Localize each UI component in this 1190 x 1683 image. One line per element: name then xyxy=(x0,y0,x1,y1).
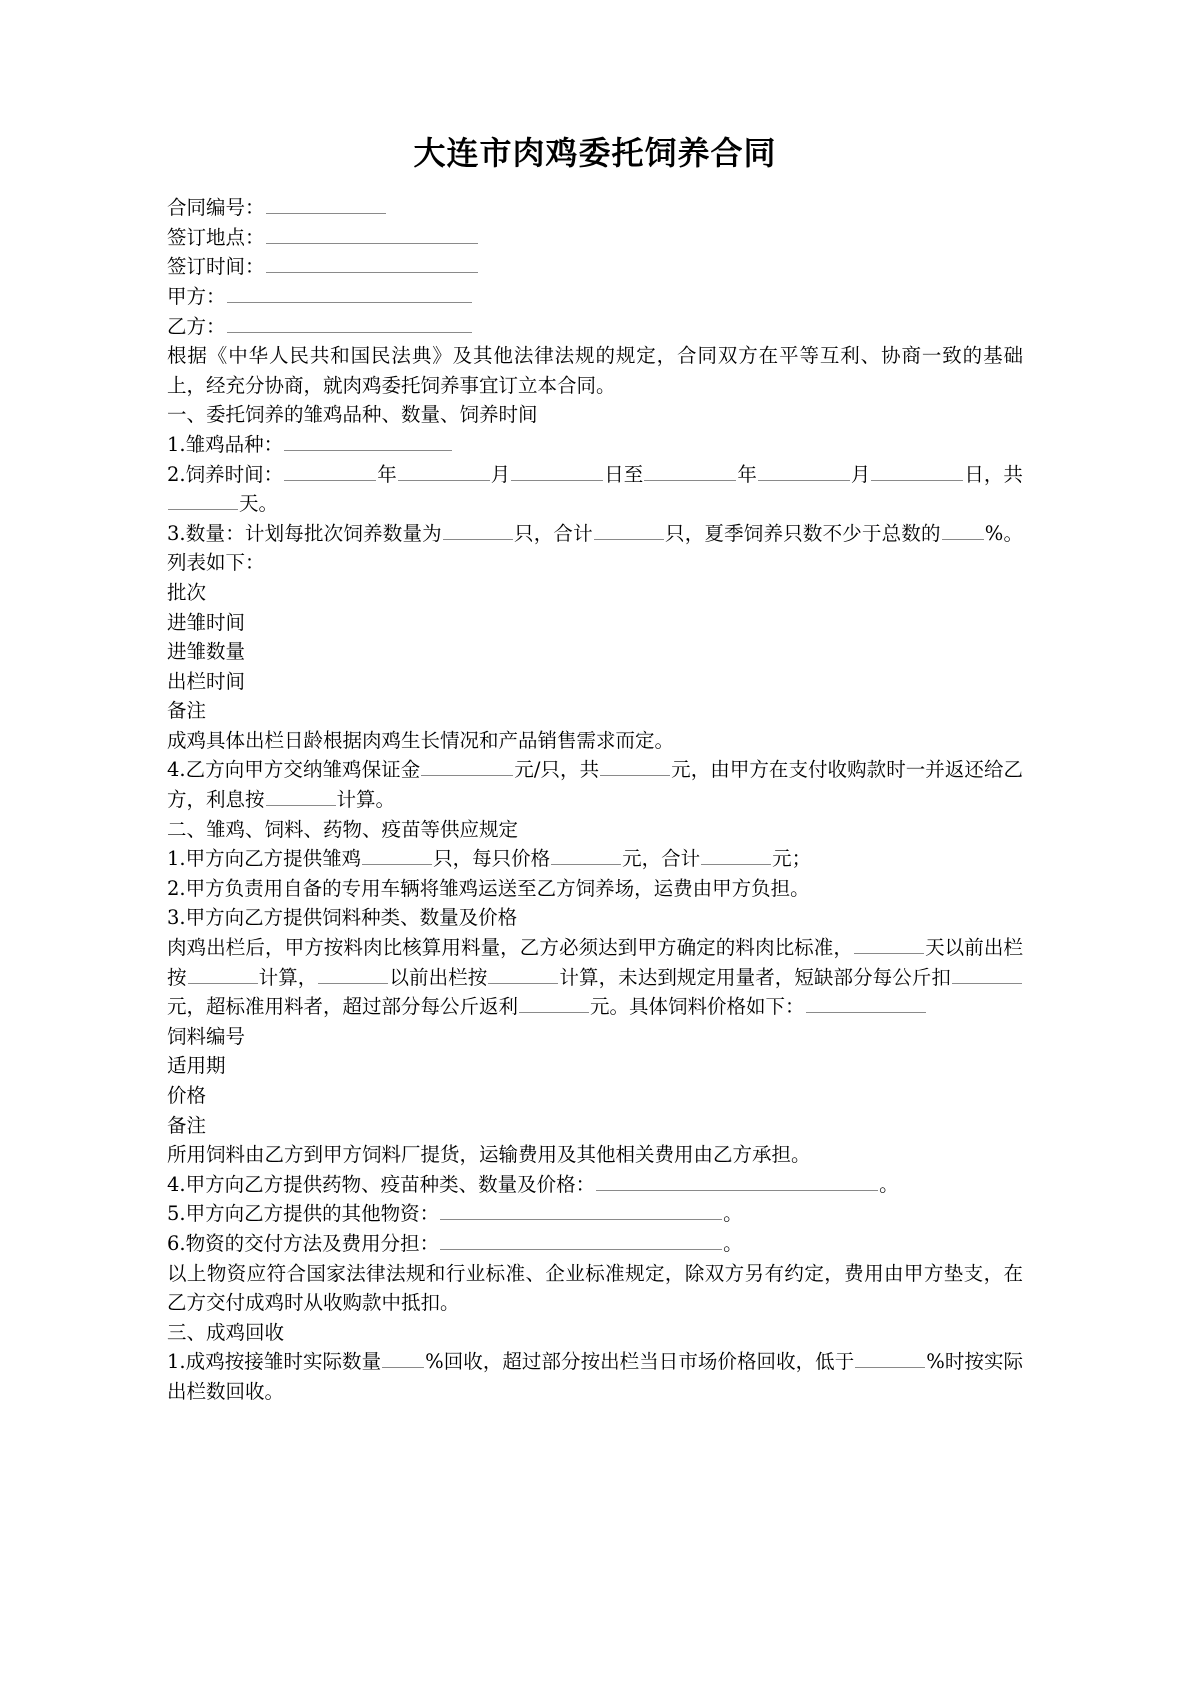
chick-breed-input[interactable] xyxy=(284,431,452,451)
batch-table-header-intake-time: 进雏时间 xyxy=(167,610,246,634)
feed-ratio-label-4: 以前出栏按 xyxy=(389,965,488,989)
feeding-period-label: 2.饲养时间： xyxy=(167,462,284,486)
field-label: 签订时间： xyxy=(167,255,265,279)
preamble-paragraph: 根据《中华人民共和国民法典》及其他法律法规的规定，合同双方在平等互利、协商一致的基础上，经充分协商，就肉鸡委托饲养事宜订立本合同。 xyxy=(167,344,1023,397)
section-one-heading: 一、委托饲养的雏鸡品种、数量、饲养时间 xyxy=(167,403,538,427)
deposit-total-input[interactable] xyxy=(600,757,670,777)
delivery-method-row xyxy=(167,1229,1023,1259)
medicine-supply-row xyxy=(167,1170,1023,1200)
feed-ratio-label-1: 肉鸡出栏后，甲方按料肉比核算用料量，乙方必须达到甲方确定的料肉比标准， xyxy=(167,936,853,960)
summer-percent-input[interactable] xyxy=(942,520,984,540)
other-materials-label: 5.甲方向乙方提供的其他物资： xyxy=(167,1202,440,1226)
unit-month: 月 xyxy=(490,462,511,486)
quantity-label-4: %。列表如下： xyxy=(167,521,1023,575)
feed-ratio-label-6: 元，超标准用料者，超过部分每公斤返利 xyxy=(167,995,519,1019)
chick-total-price-input[interactable] xyxy=(701,846,771,866)
deposit-label-2: 元/只，共 xyxy=(514,758,600,782)
start-day-input[interactable] xyxy=(511,461,603,481)
batch-table-header-batch: 批次 xyxy=(167,580,207,604)
unit-year-end: 年 xyxy=(737,462,757,486)
field-signing-time xyxy=(167,252,1023,282)
feed-deduct-input[interactable] xyxy=(952,964,1022,984)
recovery-label-3: %时按实际出栏数回收。 xyxy=(167,1350,1024,1403)
feed-ratio-calc2-input[interactable] xyxy=(488,964,558,984)
period-mark: 。 xyxy=(723,1202,743,1226)
start-year-input[interactable] xyxy=(284,461,376,481)
chick-supply-label-1: 1.甲方向乙方提供雏鸡 xyxy=(167,847,362,871)
batch-table-header-intake-quantity: 进雏数量 xyxy=(167,640,246,664)
feed-price-input[interactable] xyxy=(806,994,926,1014)
feed-rebate-input[interactable] xyxy=(519,994,589,1014)
chick-breed-label: 1.雏鸡品种： xyxy=(167,432,284,456)
delivery-method-label: 6.物资的交付方法及费用分担： xyxy=(167,1231,440,1255)
contract-number-input[interactable] xyxy=(266,195,386,215)
chick-supply-count-input[interactable] xyxy=(362,846,432,866)
feed-table-header-remark: 备注 xyxy=(167,1113,207,1137)
feed-ratio-label-3: 计算， xyxy=(258,965,318,989)
unit-month-end: 月 xyxy=(850,462,871,486)
quantity-label-2: 只，合计 xyxy=(513,521,593,545)
unit-days: 天。 xyxy=(239,492,279,516)
chick-breed-row xyxy=(167,430,1023,460)
medicine-supply-label: 4.甲方向乙方提供药物、疫苗种类、数量及价格： xyxy=(167,1172,596,1196)
signing-time-input[interactable] xyxy=(266,254,478,274)
quantity-label-1: 3.数量：计划每批次饲养数量为 xyxy=(167,521,442,545)
end-month-input[interactable] xyxy=(758,461,850,481)
field-label: 乙方： xyxy=(167,314,226,338)
delivery-method-input[interactable] xyxy=(440,1230,722,1250)
period-mark: 。 xyxy=(879,1172,899,1196)
materials-standard-clause: 以上物资应符合国家法律法规和行业标准、企业标准规定，除双方另有约定，费用由甲方垫支，在乙方交付成鸡时从收购款中抵扣。 xyxy=(167,1261,1023,1315)
other-materials-row xyxy=(167,1199,1023,1229)
unit-year: 年 xyxy=(377,462,397,486)
total-quantity-input[interactable] xyxy=(594,520,664,540)
recovery-label-2: %回收，超过部分按出栏当日市场价格回收，低于 xyxy=(425,1350,855,1374)
feed-pickup-note: 所用饲料由乙方到甲方饲料厂提货，运输费用及其他相关费用由乙方承担。 xyxy=(167,1143,811,1167)
unit-day-total: 日，共 xyxy=(964,462,1023,486)
signing-place-input[interactable] xyxy=(266,224,478,244)
deposit-row xyxy=(167,755,1023,814)
other-materials-input[interactable] xyxy=(440,1201,722,1221)
party-a-input[interactable] xyxy=(227,283,472,303)
per-batch-quantity-input[interactable] xyxy=(443,520,513,540)
deposit-label-1: 4.乙方向甲方交纳雏鸡保证金 xyxy=(167,758,421,782)
document-body xyxy=(167,132,1023,1407)
chick-supply-label-2: 只，每只价格 xyxy=(433,847,551,871)
end-year-input[interactable] xyxy=(644,461,736,481)
field-party-b xyxy=(167,312,1023,342)
field-signing-place xyxy=(167,223,1023,253)
feed-supply-heading: 3.甲方向乙方提供饲料种类、数量及价格 xyxy=(167,906,518,930)
feed-ratio-days2-input[interactable] xyxy=(318,964,388,984)
feed-ratio-label-7: 元。具体饲料价格如下： xyxy=(590,995,805,1019)
period-mark: 。 xyxy=(723,1231,743,1255)
feed-table-header-price: 价格 xyxy=(167,1084,207,1107)
start-month-input[interactable] xyxy=(398,461,490,481)
recovery-row xyxy=(167,1347,1023,1406)
medicine-supply-input[interactable] xyxy=(596,1171,878,1191)
field-party-a xyxy=(167,282,1023,312)
field-label: 甲方： xyxy=(167,284,226,308)
chick-supply-row xyxy=(167,844,1023,874)
section-two-heading: 二、雏鸡、饲料、药物、疫苗等供应规定 xyxy=(167,817,519,841)
field-contract-number xyxy=(167,193,1023,223)
section-three-heading: 三、成鸡回收 xyxy=(167,1320,285,1344)
recovery-percent-input[interactable] xyxy=(382,1349,424,1369)
feed-ratio-days-input[interactable] xyxy=(854,935,924,955)
recovery-label-1: 1.成鸡按接雏时实际数量 xyxy=(167,1350,382,1374)
unit-day-to: 日至 xyxy=(604,462,644,486)
party-b-input[interactable] xyxy=(227,313,472,333)
feed-table-header-period: 适用期 xyxy=(167,1054,226,1078)
deposit-interest-input[interactable] xyxy=(266,787,336,807)
deposit-per-chick-input[interactable] xyxy=(421,757,513,777)
chick-unit-price-input[interactable] xyxy=(551,846,621,866)
feed-ratio-calc1-input[interactable] xyxy=(188,964,258,984)
feed-ratio-label-2: 天以前出栏按 xyxy=(167,936,1023,989)
batch-table-header-outgoing-time: 出栏时间 xyxy=(167,669,246,693)
end-day-input[interactable] xyxy=(871,461,963,481)
feed-ratio-paragraph xyxy=(167,933,1023,1022)
feed-table-header-number: 饲料编号 xyxy=(167,1024,246,1048)
feed-ratio-label-5: 计算，未达到规定用量者，短缺部分每公斤扣 xyxy=(559,965,951,989)
page-title: 大连市肉鸡委托饲养合同 xyxy=(413,134,777,172)
quantity-row xyxy=(167,519,1023,578)
chick-supply-label-3: 元，合计 xyxy=(622,847,701,871)
transport-clause: 2.甲方负责用自备的专用车辆将雏鸡运送至乙方饲养场，运费由甲方负担。 xyxy=(167,876,810,900)
field-label: 合同编号： xyxy=(167,196,265,220)
batch-table-note: 成鸡具体出栏日龄根据肉鸡生长情况和产品销售需求而定。 xyxy=(167,728,675,752)
total-days-input[interactable] xyxy=(168,491,238,511)
chick-supply-label-4: 元； xyxy=(772,847,812,871)
feeding-period-row xyxy=(167,460,1023,519)
deposit-label-3: 元，由甲方在支付收购款时一并返还给乙方，利息按 xyxy=(167,758,1023,812)
field-label: 签订地点： xyxy=(167,225,265,249)
quantity-label-3: 只，夏季饲养只数不少于总数的 xyxy=(664,521,941,545)
deposit-label-4: 计算。 xyxy=(336,788,396,812)
batch-table-header-remark: 备注 xyxy=(167,699,207,723)
recovery-min-percent-input[interactable] xyxy=(855,1349,925,1369)
